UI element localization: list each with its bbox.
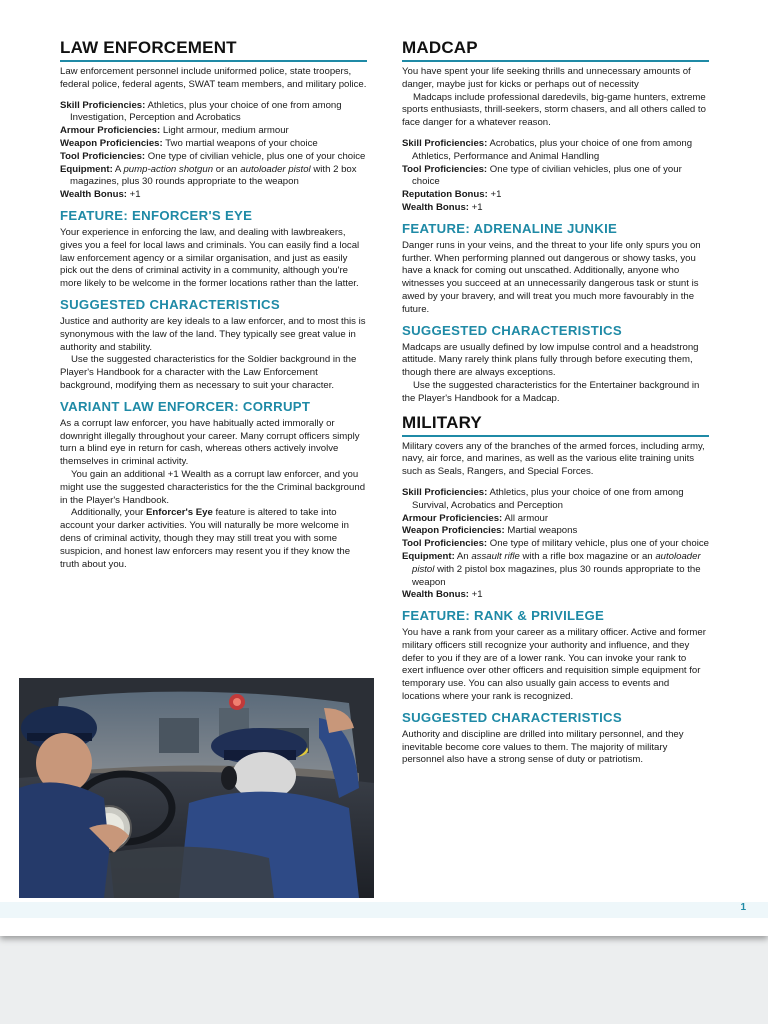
law-wealth-bonus: Wealth Bonus: +1 [60,189,141,201]
law-enforcement-intro: Law enforcement personnel include uniformed police, state troopers, federal police, federal agents, SWAT team members, and military police. [60,66,367,90]
law-enforcement-title: LAW ENFORCEMENT [60,38,367,62]
military-title: MILITARY [402,413,709,437]
madcap-suggested-p1: Madcaps are usually defined by low impulse control and a headstrong attitude. Many rarely think plans fully through before executing them, though there are always exceptions. [402,341,699,379]
right-column [402,38,709,767]
madcap-title: MADCAP [402,38,709,62]
military-equipment: Equipment: An assault rifle with a rifle box magazine or an autoloader pistol with 2 pistol box magazines, plus 30 rounds appropriate to the weapon [402,550,701,588]
enforcers-eye-text: Your experience in enforcing the law, and dealing with lawbreakers, gives you a feel for local laws and criminals. You can easily find a local law enforcement agency or a similar organisation, and just as easily pick out the dens of criminal activity in a community, although you're more likely to be welcome in the former locations rather than the latter. [60,226,360,290]
rank-privilege-heading: FEATURE: RANK & PRIVILEGE [402,608,605,624]
military-tool-proficiencies: Tool Proficiencies: One type of military vehicle, plus one of your choice [402,538,709,550]
military-wealth-bonus: Wealth Bonus: +1 [402,589,483,601]
law-skill-proficiencies: Skill Proficiencies: Athletics, plus your choice of one from among Investigation, Perception and Acrobatics [60,99,342,124]
military-suggested-p1: Authority and discipline are drilled into military personnel, and they inevitable become core values to them. The majority of military personnel also have a strong sense of duty or patriotism. [402,728,684,766]
law-suggested-p2: Use the suggested characteristics for the Soldier background in the Player's Handbook for a character with the Law Enforcement background, modifying them as necessary to suit your character. [60,354,357,391]
law-weapon-proficiencies: Weapon Proficiencies: Two martial weapons of your choice [60,137,318,149]
madcap-intro-p2: Madcaps include professional daredevils, big-game hunters, extreme sports enthusiasts, thrill-seekers, storm chasers, and all others called to face danger for a whatever reason. [402,91,706,129]
footer-band [0,902,768,918]
madcap-suggested-heading: SUGGESTED CHARACTERISTICS [402,322,622,338]
page-number: 1 [740,902,746,913]
madcap-intro-p1: You have spent your life seeking thrills and unnecessary amounts of danger, maybe just for kicks or perhaps out of necessity [402,66,691,90]
law-suggested-heading: SUGGESTED CHARACTERISTICS [60,296,280,312]
adrenaline-junkie-text: Danger runs in your veins, and the threat to your life only spurs you on further. When performing planned out dangerous or showy tasks, you have a knack for coming out unscathed. Additionally, anyone who witnesses you succeed at an unnecessarily dangerous task or stunt is awed by your bravery, and will treat you much more favourably in the future. [402,239,701,315]
enforcers-eye-heading: FEATURE: ENFORCER'S EYE [60,207,253,223]
variant-corrupt-p3: Additionally, your Enforcer's Eye feature is altered to take into account your darker activities. You will naturally be more welcome in dens of criminal activity, though they may still treat you with some suspicion, and honest law enforcers may resent you if they know the truth about you. [60,507,351,570]
police-car-illustration [19,678,374,898]
adrenaline-junkie-heading: FEATURE: ADRENALINE JUNKIE [402,220,618,236]
law-armour-proficiencies: Armour Proficiencies: Light armour, medium armour [60,125,289,137]
military-weapon-proficiencies: Weapon Proficiencies: Martial weapons [402,525,578,537]
rank-privilege-text: You have a rank from your career as a military officer. Active and former military officers still recognize your authority and influence, and they defer to you if they are of a lower rank. You can invoke your rank to exert influence over other officers and requisition simple equipment for temporary use. You can also usually gain access to events and locations where your rank is recognized. [402,627,706,703]
military-intro: Military covers any of the branches of the armed forces, including army, navy, air force, and marines, as well as the various elite training units such as Seals, Rangers, and Special Forces. [402,440,705,478]
left-column [60,38,367,571]
variant-corrupt-p1: As a corrupt law enforcer, you have habitually acted immorally or downright illegally throughout your career. Many corrupt officers simply turn a blind eye in return for cash, whereas others actively involve themselves in criminal activity. [60,417,360,468]
military-suggested-heading: SUGGESTED CHARACTERISTICS [402,709,622,725]
military-armour-proficiencies: Armour Proficiencies: All armour [402,512,549,524]
military-skill-proficiencies: Skill Proficiencies: Athletics, plus your choice of one from among Survival, Acrobatics and Perception [402,486,684,511]
variant-corrupt-heading: VARIANT LAW ENFORCER: CORRUPT [60,398,311,414]
madcap-reputation-bonus: Reputation Bonus: +1 [402,189,502,201]
law-equipment: Equipment: A pump-action shotgun or an autoloader pistol with 2 box magazines, plus 30 rounds appropriate to the weapon [60,163,357,188]
madcap-wealth-bonus: Wealth Bonus: +1 [402,201,483,213]
madcap-tool-proficiencies: Tool Proficiencies: One type of civilian vehicles, plus one of your choice [402,163,682,188]
law-suggested-p1: Justice and authority are key ideals to a law enforcer, and to most this is synonymous with the law of the land. They typically see great value in authority and stability. [60,315,366,353]
law-tool-proficiencies: Tool Proficiencies: One type of civilian vehicle, plus one of your choice [60,150,366,162]
variant-corrupt-p2: You gain an additional +1 Wealth as a corrupt law enforcer, and you might use the suggested characteristics for the the Criminal background in the Player's Handbook. [60,468,366,506]
madcap-skill-proficiencies: Skill Proficiencies: Acrobatics, plus your choice of one from among Athletics, Performance and Animal Handling [402,137,693,162]
madcap-suggested-p2: Use the suggested characteristics for the Entertainer background in the Player's Handbook for a Madcap. [402,379,700,404]
